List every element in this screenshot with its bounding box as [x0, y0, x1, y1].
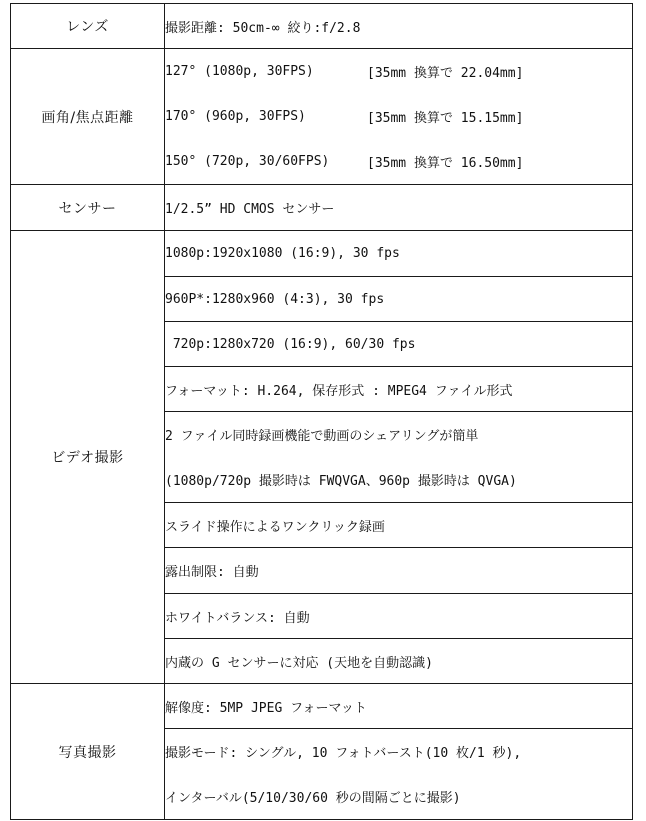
angle-line — [165, 94, 632, 139]
row-label-video: ビデオ撮影 — [11, 231, 165, 684]
photo-line: インターバル(5/10/30/60 秒の間隔ごとに撮影) — [165, 791, 461, 806]
photo-item-multiline — [165, 729, 633, 820]
table-row — [11, 231, 633, 277]
table-row — [11, 49, 633, 185]
angle-line — [165, 139, 632, 184]
spec-table — [10, 3, 633, 820]
angle-sub: [35mm 換算で 16.50mm] — [367, 156, 524, 171]
row-label-lens: レンズ — [11, 4, 165, 49]
lens-value: 撮影距離: 50cm-∞ 絞り:f/2.8 — [165, 4, 633, 49]
angle-main: 170° (960p, 30FPS) — [165, 109, 306, 124]
video-line: 2 ファイル同時録画機能で動画のシェアリングが簡単 — [165, 429, 479, 444]
row-label-angle: 画角/焦点距離 — [11, 49, 165, 185]
video-item: フォーマット: H.264, 保存形式 : MPEG4 ファイル形式 — [165, 367, 633, 412]
photo-line: 撮影モード: シングル, 10 フォトバースト(10 枚/1 秒), — [165, 746, 522, 761]
angle-main: 150° (720p, 30/60FPS) — [165, 154, 330, 169]
video-item: 露出制限: 自動 — [165, 548, 633, 594]
video-item: 720p:1280x720 (16:9), 60/30 fps — [165, 322, 633, 367]
angle-main: 127° (1080p, 30FPS) — [165, 64, 314, 79]
video-item-multiline — [165, 412, 633, 503]
video-item: スライド操作によるワンクリック録画 — [165, 503, 633, 548]
angle-sub: [35mm 換算で 22.04mm] — [367, 66, 524, 81]
angle-sub: [35mm 換算で 15.15mm] — [367, 111, 524, 126]
video-item: 内蔵の G センサーに対応 (天地を自動認識) — [165, 639, 633, 684]
angle-value — [165, 49, 633, 185]
video-line: (1080p/720p 撮影時は FWQVGA、960p 撮影時は QVGA) — [165, 474, 517, 489]
table-row — [11, 185, 633, 231]
table-row — [11, 684, 633, 729]
photo-item: 解像度: 5MP JPEG フォーマット — [165, 684, 633, 729]
video-item: ホワイトバランス: 自動 — [165, 594, 633, 639]
video-item: 1080p:1920x1080 (16:9), 30 fps — [165, 231, 633, 277]
table-row — [11, 4, 633, 49]
sensor-value: 1/2.5” HD CMOS センサー — [165, 185, 633, 231]
video-item: 960P*:1280x960 (4:3), 30 fps — [165, 277, 633, 322]
row-label-photo: 写真撮影 — [11, 684, 165, 820]
row-label-sensor: センサー — [11, 185, 165, 231]
angle-line — [165, 49, 632, 94]
